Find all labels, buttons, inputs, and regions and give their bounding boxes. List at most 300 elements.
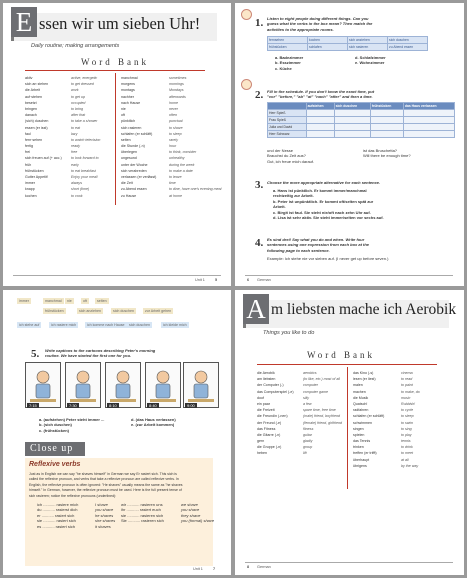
word-entry: to meet: [401, 451, 413, 456]
footer-rule: [245, 275, 453, 276]
page-title: ssen wir um sieben Uhr!: [39, 14, 201, 33]
exercise-item: a. Hans ist pünktlich. Er kommt immer/manchmal: [273, 188, 367, 193]
table-cell[interactable]: [370, 117, 403, 124]
table-cell[interactable]: [306, 117, 334, 124]
listening-badge-icon: [241, 9, 252, 20]
word-list-2: [121, 75, 156, 199]
word-entry: computer game: [303, 389, 328, 394]
verb-cell: schlafen: [308, 44, 348, 51]
word-entry: schlafen (er schläft): [353, 414, 385, 419]
table-header: aufstehen: [306, 103, 334, 110]
schedule-table: [267, 102, 455, 138]
word-entry: lift: [303, 451, 307, 456]
word-entry: das Kino (-s): [353, 371, 374, 375]
table-header: das Haus verlassen: [403, 103, 454, 110]
word-entry: pünktlich: [121, 119, 136, 124]
word-entry: to paint: [401, 383, 413, 388]
conjugation-english: you shave: [181, 507, 200, 513]
table-cell[interactable]: [403, 124, 454, 131]
conjugation-line: sie ........... rasieren sich: [121, 512, 164, 518]
word-entry: rarely: [169, 137, 178, 142]
caption-item: d. (das Haus verlassen): [131, 417, 176, 422]
word-entry: montags: [121, 88, 135, 93]
word-entry: by the way: [401, 463, 419, 468]
word-entry: to eat breakfast: [71, 168, 96, 173]
word-entry: lesen (er liest): [353, 377, 376, 382]
caption-item: a. (aufstehen) Peter steht immer ...: [39, 417, 105, 422]
word-entry: occupied: [71, 100, 86, 105]
caption-item: b. (sich duschen): [39, 422, 72, 428]
word-entry: die Gruppe (-n): [257, 445, 282, 450]
dialogue-line: und der Nesse: [267, 148, 294, 153]
word-entry: often: [169, 113, 177, 118]
word-entry: to drink: [401, 445, 413, 450]
conjugation-line: [121, 524, 164, 529]
word-entry: (male) friend, boyfriend: [303, 414, 340, 419]
word-entry: heben: [257, 451, 267, 456]
conjugation-line: wir ........... rasieren uns: [121, 502, 163, 507]
word-entry: danach: [25, 113, 37, 118]
word-entry: aerobics: [303, 371, 317, 375]
word-entry: sich an·ziehen: [25, 82, 49, 87]
word-entry: a few: [303, 401, 312, 406]
word-entry: guitar: [303, 432, 312, 437]
word-entry: spielen: [353, 432, 365, 437]
word-entry: punctual: [169, 119, 183, 124]
word-entry: to sing: [401, 426, 412, 431]
exercise-number: 1.: [255, 17, 264, 29]
word-entry: (to like, etc.) most of all: [303, 377, 340, 382]
word-entry: morgens: [121, 82, 135, 87]
word-entry: during the week: [169, 162, 195, 167]
conjugation-english: I shave: [95, 502, 108, 507]
word-entry: lazy: [71, 131, 78, 136]
dialogue-line: Gut, ich freue mich darauf.: [267, 158, 315, 164]
exercise-instructions: [267, 180, 380, 185]
expression-chip: sich duschen: [129, 323, 150, 327]
word-entry: trinken: [353, 445, 364, 450]
word-list-1-english: [71, 75, 100, 199]
dialogue-line: Brauchst du Zeit aus?: [267, 153, 306, 159]
word-entry: machen: [353, 389, 366, 394]
table-cell[interactable]: [403, 131, 454, 138]
word-entry: die Freundin (-nen): [257, 414, 288, 419]
word-entry: Rubbish!: [401, 401, 416, 406]
conjugation-english: we shave: [181, 502, 198, 507]
word-entry: Mondays: [169, 88, 184, 93]
exercise-number: 4.: [255, 237, 264, 249]
listening-badge-icon: [241, 79, 252, 90]
word-entry: schwimmen: [353, 420, 372, 425]
word-entry: fern·sehen: [25, 137, 43, 142]
table-cell[interactable]: [334, 124, 370, 131]
word-entry: tennis: [401, 439, 411, 444]
page-number: 7: [213, 567, 216, 571]
grammar-line: English, the reflexive pronoun is often ignored: "He shaves" usually means the same as "he shaves: [29, 482, 183, 487]
dialogue-line: [363, 159, 411, 164]
grammar-heading: Reflexive verbs: [29, 461, 81, 468]
verb-cell: sich duschen: [388, 37, 428, 44]
exercise-instructions: [267, 16, 372, 32]
word-entry: überhaupt: [353, 457, 370, 462]
word-entry: der Computer (-): [257, 383, 284, 388]
verb-cell: sich rasieren: [348, 44, 388, 51]
table-row-label: Herr Spieß: [268, 110, 307, 117]
word-entry: am liebsten: [257, 377, 276, 382]
page-7: [3, 290, 231, 575]
exercise-instructions: [267, 89, 374, 100]
exercise-instructions: [267, 237, 369, 253]
word-entry: sometimes: [169, 76, 187, 80]
word-entry: Gutter Appetit!: [25, 175, 48, 179]
page-subtitle: Daily routine; making arrangements: [31, 43, 120, 49]
room-list: [275, 55, 303, 71]
room-item: d. Schlafzimmer: [355, 55, 386, 60]
word-entry: überlegen: [121, 150, 137, 155]
expression-chip: sich duschen: [113, 309, 134, 313]
word-entry: computer: [303, 383, 318, 388]
table-cell[interactable]: [306, 131, 334, 138]
cartoon-frame: [25, 362, 61, 408]
word-entry: zu Hause: [121, 193, 137, 198]
word-entry: silly: [303, 395, 309, 400]
word-entry: to play: [401, 432, 412, 437]
exercise-item: rechtzeitig zur Arbeit.: [273, 193, 314, 199]
word-entry: frühstücken: [25, 168, 44, 173]
page-number: 8: [247, 565, 250, 569]
table-cell[interactable]: [403, 110, 454, 117]
table-cell[interactable]: [306, 110, 334, 117]
word-entry: essen (er isst): [25, 125, 48, 130]
word-entry: spare time, free time: [303, 408, 336, 413]
dialogue-lines-2: [363, 148, 411, 164]
clock-label: 8:40: [149, 403, 157, 408]
word-entry: ungesund: [121, 156, 137, 161]
expression-chip: nie: [67, 299, 72, 303]
instruction-line: activities to the appropriate rooms.: [267, 26, 334, 32]
expression-chip: immer: [19, 299, 29, 303]
conjugation-line: sie ........... rasiert sich: [37, 518, 76, 524]
word-entry: oft: [121, 113, 125, 118]
cartoon-frame: [65, 362, 101, 408]
page-5: [3, 3, 231, 286]
person-icon: [66, 363, 100, 407]
clock-label: 9:00: [187, 403, 195, 408]
word-entry: aktiv: [25, 76, 33, 80]
clock-label: 8:10: [109, 403, 117, 408]
word-list-2: [353, 370, 384, 469]
conjugation-line: er ........... rasiert sich: [37, 512, 75, 518]
word-entry: to cycle: [401, 408, 414, 413]
dialogue-lines: [267, 148, 314, 164]
word-entry: hour: [169, 144, 177, 149]
expression-chip: ich komme nach Hause: [87, 323, 125, 327]
word-entry: cinema: [401, 371, 413, 375]
instruction-line: following page to each sentence.: [267, 247, 330, 253]
table-cell[interactable]: [334, 117, 370, 124]
exercise-number: 2.: [255, 89, 264, 101]
footer-rule: [245, 562, 453, 563]
footer-rule: [13, 275, 221, 276]
conjugation-english: he shaves: [95, 512, 114, 518]
word-bank-divider: [347, 367, 348, 489]
table-header: frühstücken: [370, 103, 403, 110]
conjugation-english: you (formal) shave: [181, 518, 215, 524]
word-entry: radfahren: [353, 408, 369, 413]
word-entry: doof: [257, 395, 264, 400]
word-entry: Enjoy your meal!: [71, 175, 98, 179]
clock-label: 7:15: [29, 403, 37, 408]
word-entry: early: [71, 162, 79, 167]
word-entry: (female) friend, girlfriend: [303, 420, 342, 425]
word-list-2-english: [401, 370, 420, 469]
cartoon-frame: [105, 362, 141, 408]
page-subtitle: Things you like to do: [263, 330, 315, 336]
page-6: [235, 3, 464, 286]
expression-chip: ich rasiere mich: [51, 323, 77, 327]
word-entry: to get dressed: [71, 82, 94, 87]
word-entry: fitness: [303, 426, 314, 431]
conjugation-english: they shave: [181, 512, 201, 518]
word-entry: to take a shower: [71, 119, 98, 124]
word-entry: afterwards: [169, 94, 186, 99]
conjugation-line: Sie ........... rasieren sich: [121, 518, 164, 524]
instruction-line: Fill in the schedule. If you don't know the exact time, put: [267, 89, 375, 94]
instruction-line: Es sind drei! Say what you do and when. Write four: [267, 237, 365, 242]
room-item: a. Badezimmer: [275, 55, 304, 60]
word-entry: work: [71, 88, 79, 93]
person-icon: [146, 363, 180, 407]
table-row-label: Julia und David: [268, 124, 307, 131]
table-cell[interactable]: [403, 117, 454, 124]
word-entry: to watch television: [71, 137, 101, 142]
word-entry: unhealthy: [169, 156, 185, 161]
footer-unit: Unit 1: [195, 278, 205, 282]
page-number: 5: [215, 278, 218, 282]
footer-unit: Unit 1: [193, 567, 203, 571]
word-entry: mornings: [169, 82, 184, 87]
word-entry: sich freuen auf (+ acc.): [25, 156, 62, 161]
table-row-label: Frau Spieß: [268, 117, 307, 124]
room-item: b. Esszimmer: [275, 60, 301, 66]
instruction-line: Write captions to the cartoons describing Peter's morning: [45, 348, 156, 353]
word-entry: home: [169, 100, 178, 105]
conjugation-left: [37, 502, 78, 529]
word-entry: to shave: [169, 125, 183, 130]
conjugation-english: you shave: [95, 507, 114, 513]
word-entry: to make a date: [169, 168, 193, 173]
dialogue-line: Will there be enough time?: [363, 153, 411, 159]
word-entry: der Freund (-e): [257, 420, 282, 425]
word-entry: to think, consider: [169, 150, 197, 155]
word-entry: zu Abend essen: [121, 187, 147, 192]
person-icon: [184, 363, 218, 407]
word-list-1-english: [303, 370, 342, 457]
footer-book: German: [257, 565, 271, 569]
table-header: sich duschen: [334, 103, 370, 110]
expression-chip: ich kleide mich: [163, 323, 187, 327]
word-entry: to cook: [71, 193, 83, 198]
instruction-line: Choose the more appropriate alternative for each sentence.: [267, 180, 381, 185]
cartoon-frame: [183, 362, 219, 408]
table-cell[interactable]: [370, 131, 403, 138]
conjugation-english: it shaves: [95, 523, 111, 529]
word-entry: besetzt: [25, 100, 37, 105]
exercise-item: d. Lisa ist sehr aktiv. Sie steht immer/selten vor sechs auf.: [273, 214, 384, 220]
caption-list: [39, 417, 104, 433]
exercise-number: 3.: [255, 179, 264, 191]
word-entry: frei: [25, 150, 30, 155]
word-list-1: [257, 370, 294, 457]
word-entry: to bring: [71, 106, 83, 111]
word-entry: after that: [71, 113, 86, 118]
word-entry: (sich) duschen: [25, 119, 49, 124]
word-entry: die Gitarre (-n): [257, 432, 281, 437]
word-entry: to swim: [401, 420, 414, 425]
word-entry: das Fitness: [257, 426, 276, 431]
verb-box: [267, 36, 428, 51]
word-entry: to get up: [71, 94, 85, 99]
instruction-line: routine. We have started the first one for you.: [45, 353, 132, 359]
word-entry: ready: [71, 144, 80, 149]
word-entry: das Computerspiel (-e): [257, 389, 294, 394]
word-entry: die Zeit: [121, 181, 133, 186]
expression-chip: zur Arbeit gehen: [145, 309, 172, 313]
word-entry: die Arbeit: [25, 88, 40, 93]
verb-cell: zu Abend essen: [388, 44, 428, 51]
verb-cell: frühstücken: [268, 44, 308, 51]
word-entry: to eat: [71, 125, 80, 130]
word-entry: time: [169, 181, 176, 186]
word-entry: die Freizeit: [257, 408, 275, 413]
word-entry: never: [169, 106, 178, 111]
grammar-line: himself." In German, however, the reflexive pronoun must be used. Here is the full present tense of: [29, 488, 182, 493]
page-number: 6: [247, 278, 250, 282]
word-bank-title: Word Bank: [81, 57, 150, 67]
page-title: m liebsten mache ich Aerobik: [271, 301, 457, 318]
word-entry: to look forward to: [71, 156, 99, 161]
exercise-instructions: [45, 348, 155, 359]
word-entry: auf·stehen: [25, 94, 42, 99]
word-entry: to dine, have one's evening meal: [169, 187, 222, 192]
word-entry: kochen: [25, 193, 37, 198]
close-up-title: Close up: [30, 443, 74, 454]
instruction-line: sentences using one expression from each box at the: [267, 242, 370, 248]
verb-cell: fernsehen: [268, 37, 308, 44]
word-entry: malen: [353, 383, 363, 388]
caption-item: c. (frühstücken): [39, 427, 70, 433]
grammar-line: sich rasieren; notice the reflexive pronouns (underlined):: [29, 493, 117, 498]
word-entry: singen: [353, 426, 364, 431]
word-entry: nach Hause: [121, 100, 141, 105]
exercise-item: Arbeit.: [273, 204, 286, 210]
word-entry: die Musik: [353, 395, 369, 400]
word-entry: short (time): [71, 187, 90, 192]
word-entry: immer: [25, 181, 35, 186]
word-entry: always: [71, 181, 82, 186]
word-entry: unter der Woche: [121, 162, 148, 167]
word-entry: sich verabreden: [121, 168, 147, 173]
word-entry: manchmal: [121, 76, 138, 80]
word-entry: die Stunde (-n): [121, 144, 145, 149]
table-cell[interactable]: [334, 131, 370, 138]
expression-chip: selten: [97, 299, 107, 303]
conjugation-line: es ........... rasiert sich: [37, 523, 76, 529]
grammar-text: [29, 472, 183, 499]
word-entry: selten: [121, 137, 131, 142]
conjugation-line: du ........... rasierst dich: [37, 507, 78, 513]
exercise-item: b. Peter ist unpünktlich. Er kommt oft/selten spät zur: [273, 198, 374, 204]
expression-chip: oft: [83, 299, 87, 303]
conjugation-right-english: [181, 502, 214, 529]
room-list-2: [355, 55, 386, 66]
expression-chip: sich anziehen: [79, 309, 101, 313]
word-entry: nachher: [121, 94, 134, 99]
verb-cell: kochen: [308, 37, 348, 44]
word-entry: active, energetic: [71, 76, 98, 80]
word-list-1: [25, 75, 62, 199]
room-item: e. Wohnzimmer: [355, 60, 385, 66]
conjugation-english: she shaves: [95, 518, 116, 524]
exercise-items: [273, 188, 384, 220]
conjugation-line: ich ........... rasiere mich: [37, 502, 79, 507]
table-cell[interactable]: [370, 110, 403, 117]
exercise-number: 5.: [31, 348, 40, 360]
expression-chip: ich stehe auf: [19, 323, 40, 327]
grammar-line: called the reflexive pronoun, and verbs that take a reflexive pronoun are called reflexive verbs. In: [29, 477, 179, 482]
word-entry: gern: [257, 439, 265, 444]
person-icon: [26, 363, 60, 407]
word-entry: knapp: [25, 187, 35, 192]
word-entry: at all: [401, 457, 409, 462]
conjugation-left-english: [95, 502, 115, 529]
word-bank-divider: [115, 73, 116, 205]
word-entry: bringen: [25, 106, 37, 111]
word-bank-rule: [257, 364, 437, 365]
footer-book: German: [257, 278, 271, 282]
word-entry: to read: [401, 377, 413, 382]
word-bank-rule: [25, 70, 205, 71]
word-entry: das Tennis: [353, 439, 371, 444]
word-entry: to sleep: [169, 131, 182, 136]
table-row-label: Herr Schwarz: [268, 131, 307, 138]
word-entry: schlafen (er schläft): [121, 131, 153, 136]
word-entry: ein paar: [257, 401, 270, 406]
grammar-line: Just as in English we can say "he shaves himself" in German we say Er rasiert sich. This sich is: [29, 472, 177, 476]
word-entry: faul: [25, 131, 31, 136]
person-icon: [106, 363, 140, 407]
instruction-line: Listen to eight people doing different things. Can you: [267, 16, 369, 21]
word-entry: die Aerobik: [257, 371, 275, 375]
page-8: [235, 290, 464, 575]
conjugation-right: [121, 502, 164, 529]
drop-cap: A: [243, 294, 269, 324]
word-entry: to sleep: [401, 414, 414, 419]
word-entry: sich rasieren: [121, 125, 142, 130]
table-cell[interactable]: [334, 110, 370, 117]
table-cell[interactable]: [370, 124, 403, 131]
caption-list-2: [131, 417, 176, 428]
table-cell[interactable]: [306, 124, 334, 131]
word-entry: to leave: [169, 175, 182, 179]
conjugation-line: ihr ........... rasiert euch: [121, 507, 161, 513]
caption-item: e. (zur Arbeit kommen): [131, 422, 175, 428]
word-entry: verlassen (er verlässt): [121, 175, 157, 179]
word-entry: group: [303, 445, 313, 450]
conjugation-english: [181, 524, 214, 529]
expression-chip: frühstücken: [45, 309, 64, 313]
word-entry: music: [401, 395, 411, 400]
